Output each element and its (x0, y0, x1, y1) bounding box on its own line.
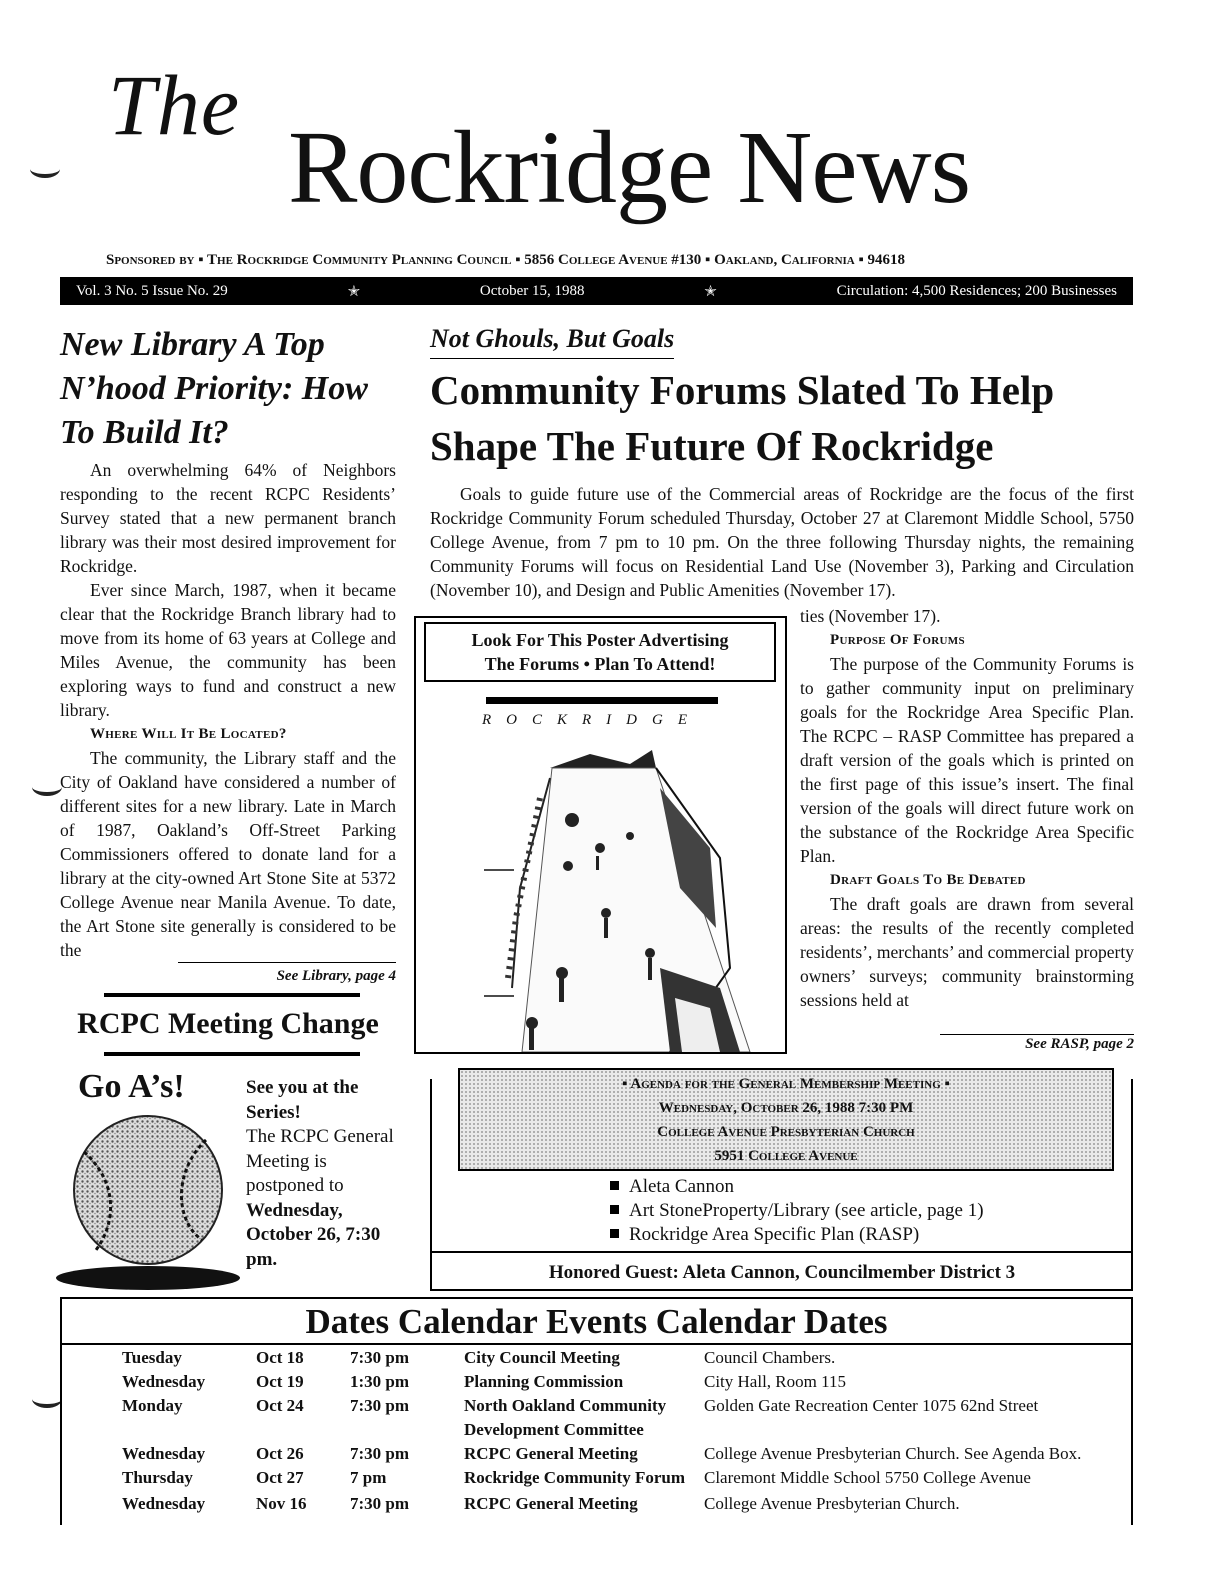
calendar-day: Thursday (122, 1468, 193, 1487)
bullet-icon (610, 1229, 619, 1238)
forums-kicker: Not Ghouls, But Goals (430, 324, 674, 359)
agenda-item: Aleta Cannon (610, 1175, 984, 1199)
calendar-time: 7:30 pm (350, 1396, 410, 1415)
circulation-info: Circulation: 4,500 Residences; 200 Businesses (836, 282, 1117, 299)
calendar-event: RCPC General Meeting (464, 1494, 638, 1513)
calendar-time: 1:30 pm (350, 1372, 410, 1391)
forums-paragraph: The purpose of the Community Forums is to gather community input on preliminary goals for the Rockridge Area Specific Plan. The RCPC – RASP Committee has prepared a draft version of the goals which is printed on the first page of this issue’s insert. The final version of the goals will direct future work on the substance of the Rockridge Area Specific Plan. (800, 654, 1134, 866)
calendar-time: 7:30 pm (350, 1348, 410, 1367)
calendar-time: 7:30 pm (350, 1444, 410, 1463)
calendar-row (0, 1444, 1218, 1468)
masthead-the: The (108, 57, 240, 153)
notice-date: Wednesday, October 26, 7:30 pm. (246, 1199, 381, 1270)
agenda-list (610, 1175, 984, 1247)
calendar-place: Golden Gate Recreation Center 1075 62nd Street (704, 1396, 1039, 1415)
calendar-row (0, 1396, 1218, 1420)
agenda-header-line: College Avenue Presbyterian Church (657, 1124, 915, 1140)
street-scene-illustration (420, 738, 780, 1052)
calendar-date: Oct 26 (256, 1444, 304, 1463)
calendar-row-continuation (0, 1420, 1218, 1444)
honored-guest: Honored Guest: Aleta Cannon, Councilmember District 3 (548, 1262, 1016, 1283)
forums-continued: See RASP, page 2 (1025, 1036, 1134, 1052)
calendar-row (0, 1372, 1218, 1396)
poster-caption-line: The Forums • Plan To Attend! (484, 654, 716, 674)
divider (104, 1052, 360, 1056)
calendar-time: 7 pm (350, 1468, 387, 1487)
forums-continued-body (800, 604, 1134, 1012)
calendar-date: Nov 16 (256, 1494, 307, 1513)
calendar-place: Council Chambers. (704, 1348, 836, 1367)
library-article-body (60, 458, 396, 962)
issue-info-bar (60, 277, 1133, 305)
library-continued: See Library, page 4 (276, 968, 396, 984)
poster-bar (486, 697, 718, 704)
forums-subhead: Purpose Of Forums (830, 632, 965, 648)
calendar-row (0, 1468, 1218, 1492)
forums-headline: Community Forums Slated To Help Shape The Future Of Rockridge (430, 367, 1055, 469)
bullet-icon (610, 1181, 619, 1190)
divider (104, 993, 360, 997)
calendar-place: Claremont Middle School 5750 College Avenue (704, 1468, 1031, 1487)
agenda-item: Art StoneProperty/Library (see article, page 1) (610, 1199, 984, 1223)
calendar-day: Monday (122, 1396, 183, 1415)
poster-caption-line: Look For This Poster Advertising (471, 630, 729, 650)
calendar-event: Rockridge Community Forum (464, 1468, 685, 1487)
calendar-time: 7:30 pm (350, 1494, 410, 1513)
divider (430, 1251, 1133, 1253)
agenda-header-line: ▪ Agenda for the General Membership Meeting ▪ (622, 1076, 950, 1092)
volume-info: Vol. 3 No. 5 Issue No. 29 (76, 282, 228, 299)
divider (60, 1343, 1133, 1345)
punch-hole-mark (30, 160, 60, 178)
forums-paragraph: Goals to guide future use of the Commercial areas of Rockridge are the focus of the first Rockridge Community Forum scheduled Thursday, October 27 at Claremont Middle School, 5750 College Avenue, from 7 pm to 10 pm. On the three following Thursday nights, the remaining Community Forums will focus on Residential Land Use (November 3), Parking and Circulation (November 10), and Design and Public Amenities (November 17). (430, 484, 1134, 600)
calendar-title: Dates Calendar Events Calendar Dates (305, 1302, 888, 1341)
forums-lead (430, 482, 1134, 602)
calendar-event: North Oakland Community (464, 1396, 667, 1415)
library-subhead: Where Will It Be Located? (90, 726, 287, 742)
calendar-date: Oct 19 (256, 1372, 304, 1391)
forums-subhead: Draft Goals To Be Debated (830, 872, 1026, 888)
meeting-change-title: RCPC Meeting Change (77, 1007, 379, 1040)
calendar-event: Development Committee (464, 1420, 644, 1439)
forums-lead-tail: ties (November 17). (800, 606, 941, 626)
calendar-day: Wednesday (122, 1372, 206, 1391)
go-as-heading: Go A’s! (78, 1068, 185, 1105)
calendar-place: City Hall, Room 115 (704, 1372, 846, 1391)
bullet-icon (610, 1205, 619, 1214)
poster-caption (424, 622, 776, 682)
calendar-day: Tuesday (122, 1348, 182, 1367)
calendar-day: Wednesday (122, 1444, 206, 1463)
baseball-icon (56, 1110, 246, 1300)
calendar-event: RCPC General Meeting (464, 1444, 638, 1463)
calendar-day: Wednesday (122, 1494, 206, 1513)
sponsor-line: Sponsored by ▪ The Rockridge Community Planning Council ▪ 5856 College Avenue #130 ▪ Oakland, California ▪ 94618 (106, 252, 906, 268)
agenda-header (458, 1068, 1114, 1171)
star-icon: ✭ (704, 283, 717, 300)
punch-hole-mark (32, 778, 62, 796)
divider (178, 962, 396, 963)
calendar-date: Oct 18 (256, 1348, 304, 1367)
library-paragraph: Ever since March, 1987, when it became clear that the Rockridge Branch library had to move from its home of 63 years at College and Miles Avenue, the community has been exploring ways to fund and construct a new library. (60, 580, 396, 720)
forums-paragraph: The draft goals are drawn from several areas: the results of the recently completed residents’, merchants’ and commercial property owners’ surveys; community brainstorming sessions held at (800, 894, 1134, 1010)
calendar-date: Oct 27 (256, 1468, 304, 1487)
notice-line: The RCPC General Meeting is postponed to (246, 1126, 394, 1196)
agenda-item: Rockridge Area Specific Plan (RASP) (610, 1223, 984, 1247)
calendar-place: College Avenue Presbyterian Church. See Agenda Box. (704, 1444, 1082, 1463)
calendar-date: Oct 24 (256, 1396, 304, 1415)
star-icon: ✭ (347, 283, 361, 300)
masthead-title: Rockridge News (288, 110, 971, 225)
divider (940, 1034, 1134, 1035)
poster-wordmark: ROCKRIDGE (482, 712, 702, 728)
calendar-row (0, 1494, 1218, 1518)
issue-date: October 15, 1988 (479, 282, 585, 299)
calendar-event: City Council Meeting (464, 1348, 620, 1367)
library-article-title: New Library A Top N’hood Priority: How To Build It? (60, 326, 368, 451)
library-paragraph: The community, the Library staff and the City of Oakland have considered a number of different sites for a new library. Late in March of 1987, Oakland’s Off-Street Parking Commissioners offered to donate land for a library at the city-owned Art Stone Site at 5372 College Avenue near Manila Avenue. To date, the Art Stone site generally is considered to be the (60, 748, 396, 960)
library-paragraph: An overwhelming 64% of Neighbors responding to the recent RCPC Residents’ Survey stated that a new permanent branch library was their most desired improvement for Rockridge. (60, 460, 396, 576)
agenda-header-line: 5951 College Avenue (714, 1148, 858, 1164)
notice-line: See you at the Series! (246, 1077, 359, 1123)
calendar-row (0, 1348, 1218, 1372)
agenda-header-line: Wednesday, October 26, 1988 7:30 PM (658, 1100, 914, 1116)
meeting-change-notice (246, 1076, 406, 1272)
calendar-event: Planning Commission (464, 1372, 624, 1391)
calendar-place: College Avenue Presbyterian Church. (704, 1494, 960, 1513)
